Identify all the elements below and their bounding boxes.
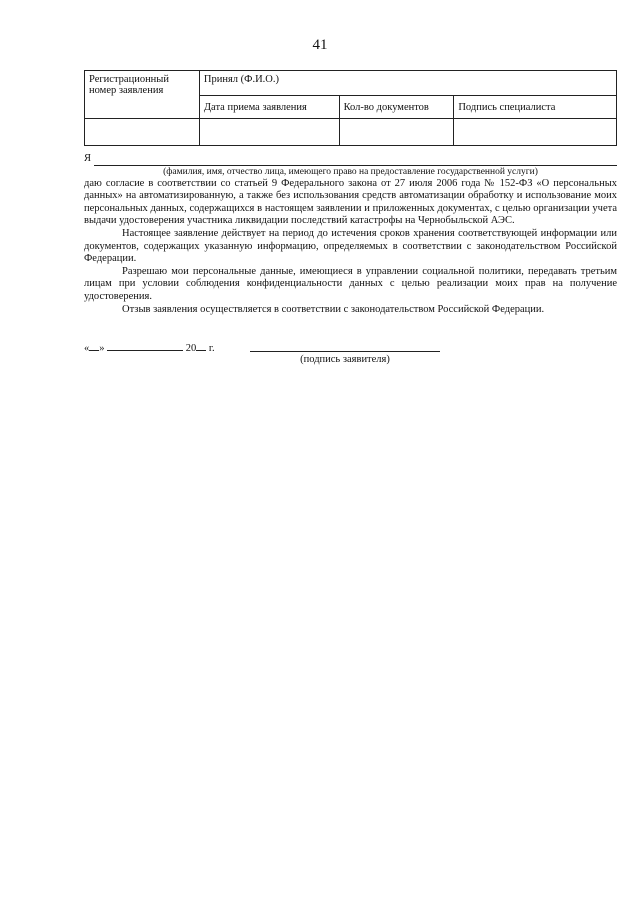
signature-label: Подпись специалиста [454,96,617,119]
page-number: 41 [312,37,328,53]
consent-paragraph-3: Разрешаю мои персональные данные, имеющиеся в управлении социальной политики, передавать третьим лицам при условии соблюдения конфиденциальности данных с целью реализации моих прав на получение удостоверения. [84,265,617,302]
signature-cell [454,119,617,146]
year-prefix: 20 [185,343,197,354]
consent-block [84,153,617,316]
month-blank [107,341,183,351]
year-blank [196,341,206,351]
signature-row [84,341,617,371]
reg-number-cell [85,119,200,146]
docs-count-cell [339,119,454,146]
open-quote: « [84,343,90,354]
signature-underline [250,351,440,352]
date-label: Дата приема заявления [199,96,339,119]
date-field [84,341,215,354]
signature-caption: (подпись заявителя) [300,354,390,365]
ya-label: Я [84,153,92,164]
close-quote: » [99,343,105,354]
registration-table [84,70,617,146]
date-cell [199,119,339,146]
consent-paragraph-2: Настоящее заявление действует на период до истечения сроков хранения соответствующей информации или документов, содержащих указанную информацию, определяемых в соответствии с законодательством Российской Федерации. [84,227,617,265]
consent-paragraph-4: Отзыв заявления осуществляется в соответствии с законодательством Российской Федерации. [122,303,545,315]
reg-number-label: Регистрационный номер заявления [85,71,200,119]
day-blank [89,341,99,351]
name-hint: (фамилия, имя, отчество лица, имеющего право на предоставление государственной услуги) [163,166,538,177]
name-underline [94,155,617,166]
applicant-name-line [84,153,617,166]
year-suffix: г. [208,343,215,354]
consent-paragraph-1: даю согласие в соответствии со статьей 9 Федерального закона от 27 июля 2006 года № 152-ФЗ «О персональных данных» на автоматизированную, а также без использования средств автоматизации обработку и использование моих персональных данных, содержащихся в настоящем заявлении и приложенных документах, с целью организации учета выдачи удостоверения участника ликвидации последствий катастрофы на Чернобыльской АЭС. [84,177,617,227]
docs-count-label: Кол-во документов [339,96,454,119]
accepted-by-label: Принял (Ф.И.О.) [199,71,616,96]
